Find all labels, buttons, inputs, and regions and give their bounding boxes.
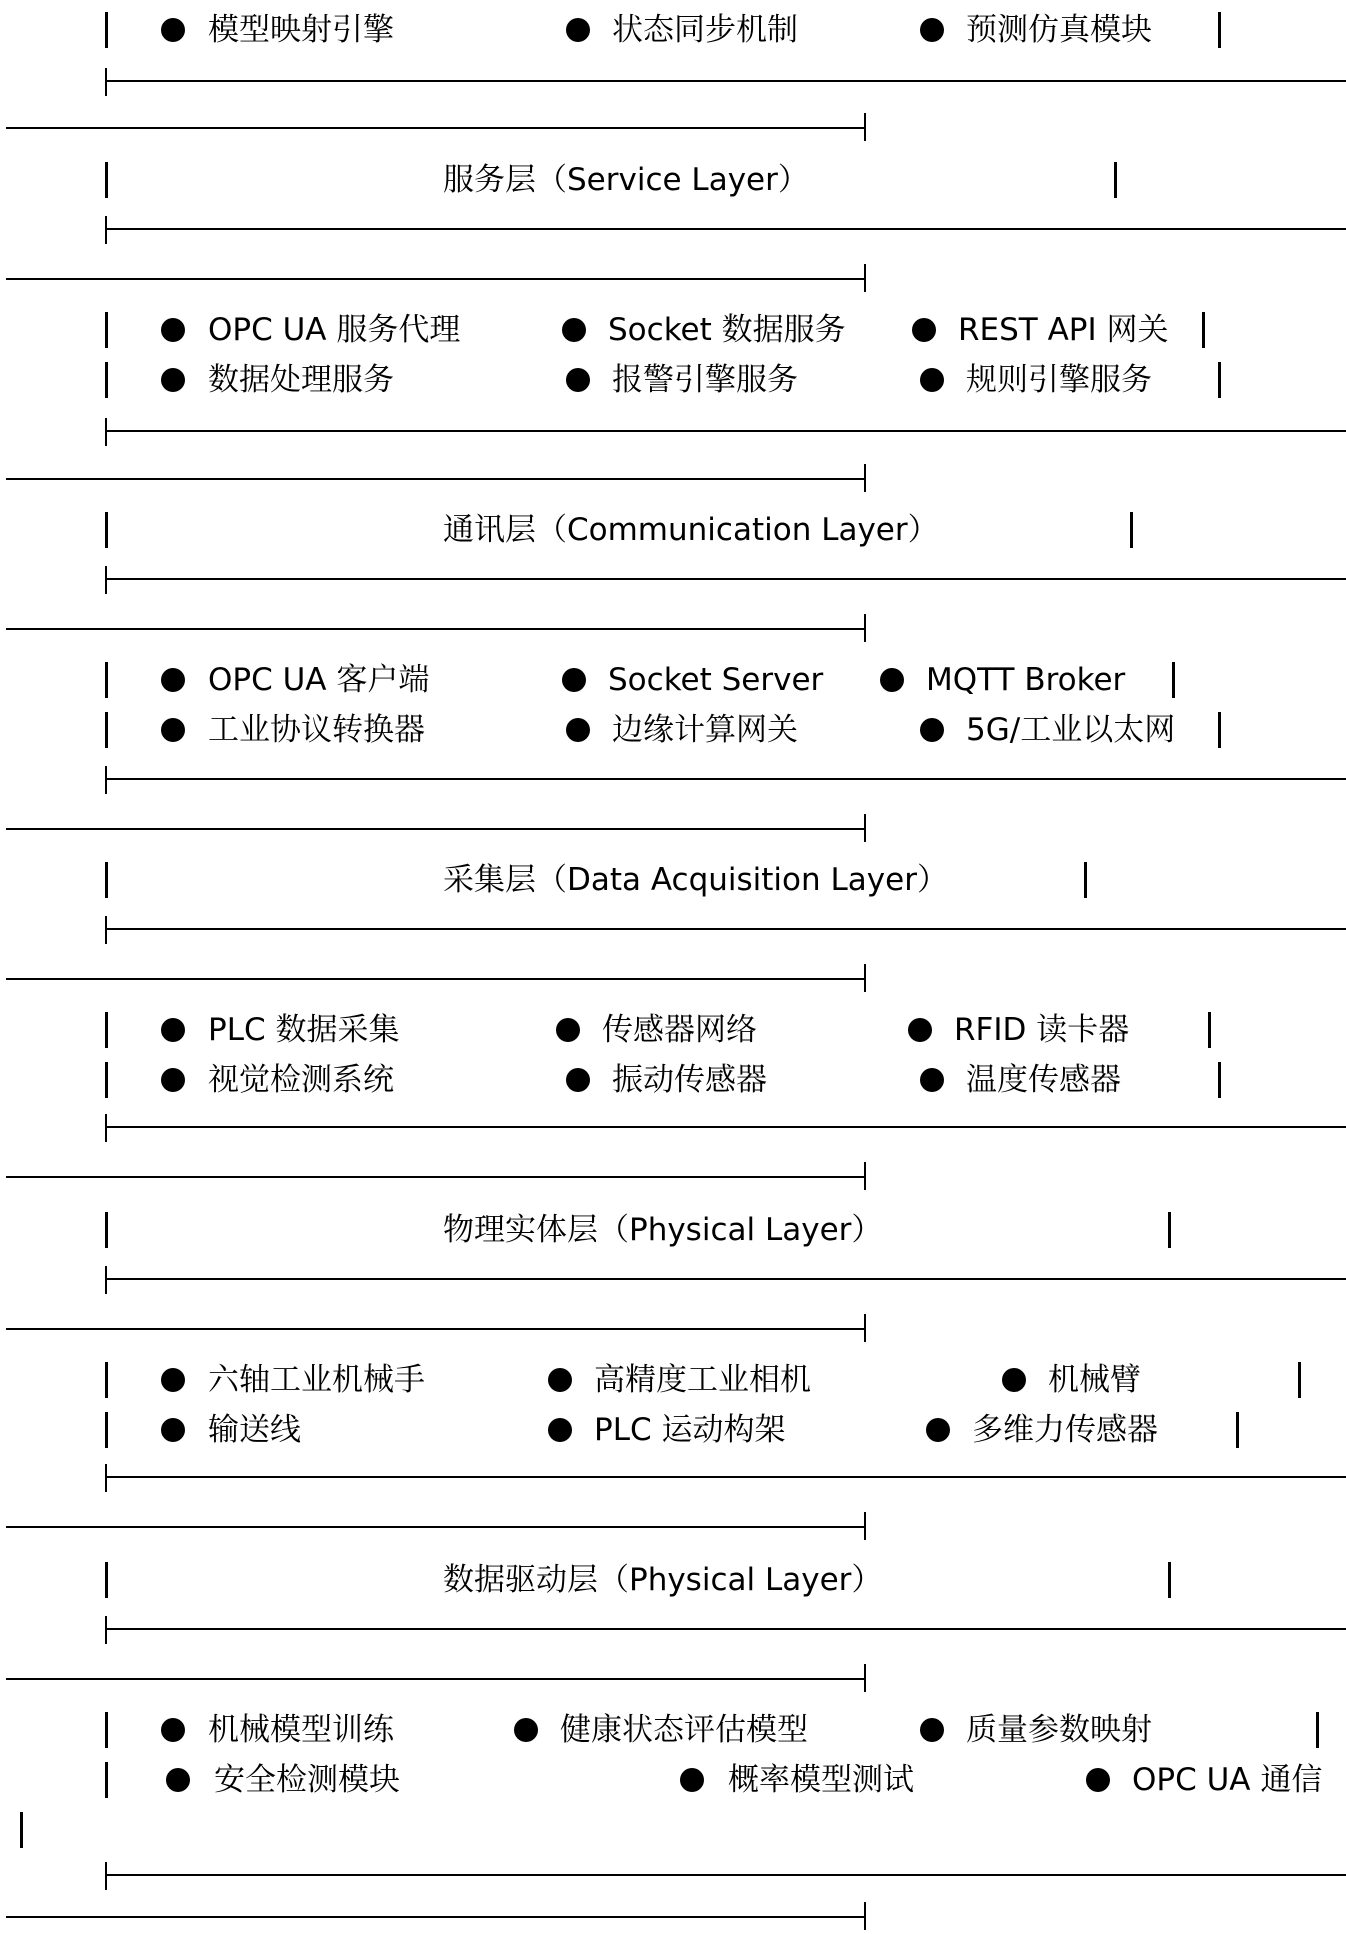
- border-bar: [1172, 662, 1175, 698]
- border-bar: [105, 712, 108, 748]
- item-label: OPC UA 客户端: [208, 662, 430, 698]
- box-bottom-line: [105, 228, 1346, 230]
- item-label: OPC UA 服务代理: [208, 312, 461, 348]
- item-label: 机械臂: [1048, 1362, 1141, 1398]
- corner-tick: [105, 216, 107, 244]
- layer-title-acquisition: 采集层（Data Acquisition Layer）: [443, 862, 948, 898]
- item-label: 高精度工业相机: [594, 1362, 811, 1398]
- item-label: 报警引擎服务: [612, 362, 798, 398]
- bullet-icon: [161, 318, 185, 342]
- border-bar: [105, 12, 108, 48]
- border-bar: [105, 1212, 108, 1248]
- item-label: 模型映射引擎: [208, 12, 394, 48]
- corner-tick: [864, 1902, 866, 1930]
- box-bottom-line: [105, 778, 1346, 780]
- corner-tick: [864, 113, 866, 141]
- border-bar: [1316, 1712, 1319, 1748]
- border-bar: [105, 1562, 108, 1598]
- bullet-icon: [920, 368, 944, 392]
- bullet-icon: [920, 1718, 944, 1742]
- item-label: 健康状态评估模型: [560, 1712, 808, 1748]
- corner-tick: [864, 614, 866, 642]
- bullet-icon: [548, 1418, 572, 1442]
- border-bar: [105, 862, 108, 898]
- bullet-icon: [908, 1018, 932, 1042]
- item-label: 规则引擎服务: [966, 362, 1152, 398]
- box-top-line: [6, 1526, 866, 1528]
- item-label: 输送线: [208, 1412, 301, 1448]
- item-label: OPC UA 通信: [1132, 1762, 1323, 1798]
- item-label: 数据处理服务: [208, 362, 394, 398]
- item-label: 温度传感器: [966, 1062, 1121, 1098]
- border-bar: [1208, 1012, 1211, 1048]
- corner-tick: [864, 814, 866, 842]
- corner-tick: [864, 964, 866, 992]
- bullet-icon: [562, 318, 586, 342]
- bullet-icon: [161, 1718, 185, 1742]
- bullet-icon: [920, 1068, 944, 1092]
- border-bar: [105, 1762, 108, 1798]
- box-top-line: [6, 978, 866, 980]
- bullet-icon: [556, 1018, 580, 1042]
- item-label: REST API 网关: [958, 312, 1169, 348]
- bullet-icon: [912, 318, 936, 342]
- bullet-icon: [566, 718, 590, 742]
- border-bar: [105, 312, 108, 348]
- box-bottom-line: [105, 1278, 1346, 1280]
- box-bottom-line: [105, 1126, 1346, 1128]
- item-label: PLC 运动构架: [594, 1412, 786, 1448]
- bullet-icon: [161, 1368, 185, 1392]
- bullet-icon: [680, 1768, 704, 1792]
- bullet-icon: [926, 1418, 950, 1442]
- border-bar: [1218, 1062, 1221, 1098]
- layer-title-data-driven: 数据驱动层（Physical Layer）: [443, 1562, 883, 1598]
- box-bottom-line: [105, 578, 1346, 580]
- bullet-icon: [161, 1068, 185, 1092]
- corner-tick: [105, 916, 107, 944]
- item-label: 六轴工业机械手: [208, 1362, 425, 1398]
- border-bar: [1202, 312, 1205, 348]
- bullet-icon: [566, 1068, 590, 1092]
- border-bar: [1084, 862, 1087, 898]
- box-top-line: [6, 828, 866, 830]
- item-label: Socket 数据服务: [608, 312, 846, 348]
- box-top-line: [6, 628, 866, 630]
- box-bottom-line: [105, 80, 1346, 82]
- item-label: 5G/工业以太网: [966, 712, 1176, 748]
- item-label: 多维力传感器: [972, 1412, 1158, 1448]
- bullet-icon: [514, 1718, 538, 1742]
- bullet-icon: [166, 1768, 190, 1792]
- corner-tick: [105, 1266, 107, 1294]
- border-bar: [1168, 1562, 1171, 1598]
- bullet-icon: [880, 668, 904, 692]
- bullet-icon: [1002, 1368, 1026, 1392]
- box-top-line: [6, 1176, 866, 1178]
- border-bar: [105, 1012, 108, 1048]
- border-bar: [105, 1362, 108, 1398]
- item-label: 预测仿真模块: [966, 12, 1152, 48]
- corner-tick: [864, 264, 866, 292]
- box-top-line: [6, 127, 866, 129]
- bullet-icon: [161, 368, 185, 392]
- item-label: 质量参数映射: [966, 1712, 1152, 1748]
- corner-tick: [105, 566, 107, 594]
- border-bar: [1130, 512, 1133, 548]
- corner-tick: [864, 1512, 866, 1540]
- bullet-icon: [161, 1418, 185, 1442]
- border-bar: [105, 512, 108, 548]
- item-label: 状态同步机制: [612, 12, 798, 48]
- border-bar: [1168, 1212, 1171, 1248]
- corner-tick: [105, 418, 107, 446]
- bullet-icon: [920, 18, 944, 42]
- border-bar: [105, 1412, 108, 1448]
- item-label: 安全检测模块: [214, 1762, 400, 1798]
- box-top-line: [6, 278, 866, 280]
- corner-tick: [864, 1162, 866, 1190]
- box-bottom-line: [105, 928, 1346, 930]
- box-bottom-line: [105, 1476, 1346, 1478]
- bullet-icon: [161, 718, 185, 742]
- item-label: 传感器网络: [602, 1012, 757, 1048]
- corner-tick: [105, 1464, 107, 1492]
- border-bar: [20, 1812, 23, 1848]
- item-label: 视觉检测系统: [208, 1062, 394, 1098]
- corner-tick: [105, 68, 107, 96]
- item-label: PLC 数据采集: [208, 1012, 400, 1048]
- border-bar: [105, 362, 108, 398]
- bullet-icon: [566, 368, 590, 392]
- corner-tick: [105, 1862, 107, 1890]
- item-label: RFID 读卡器: [954, 1012, 1130, 1048]
- bullet-icon: [161, 18, 185, 42]
- bullet-icon: [562, 668, 586, 692]
- border-bar: [105, 1712, 108, 1748]
- corner-tick: [105, 1616, 107, 1644]
- corner-tick: [105, 1114, 107, 1142]
- bullet-icon: [161, 1018, 185, 1042]
- bullet-icon: [920, 718, 944, 742]
- item-label: Socket Server: [608, 662, 824, 698]
- item-label: 振动传感器: [612, 1062, 767, 1098]
- box-top-line: [6, 478, 866, 480]
- box-bottom-line: [105, 1628, 1346, 1630]
- corner-tick: [864, 1314, 866, 1342]
- box-top-line: [6, 1916, 866, 1918]
- layer-title-communication: 通讯层（Communication Layer）: [443, 512, 939, 548]
- layer-title-physical: 物理实体层（Physical Layer）: [443, 1212, 883, 1248]
- border-bar: [1298, 1362, 1301, 1398]
- bullet-icon: [1086, 1768, 1110, 1792]
- bullet-icon: [566, 18, 590, 42]
- border-bar: [1114, 162, 1117, 198]
- box-bottom-line: [105, 1874, 1346, 1876]
- item-label: 机械模型训练: [208, 1712, 394, 1748]
- box-bottom-line: [105, 430, 1346, 432]
- border-bar: [105, 1062, 108, 1098]
- corner-tick: [105, 766, 107, 794]
- item-label: 边缘计算网关: [612, 712, 798, 748]
- bullet-icon: [548, 1368, 572, 1392]
- box-top-line: [6, 1328, 866, 1330]
- border-bar: [1218, 362, 1221, 398]
- layer-title-service: 服务层（Service Layer）: [443, 162, 809, 198]
- border-bar: [105, 162, 108, 198]
- item-label: 工业协议转换器: [208, 712, 425, 748]
- border-bar: [1218, 12, 1221, 48]
- item-label: 概率模型测试: [728, 1762, 914, 1798]
- box-top-line: [6, 1678, 866, 1680]
- corner-tick: [864, 464, 866, 492]
- bullet-icon: [161, 668, 185, 692]
- item-label: MQTT Broker: [926, 662, 1126, 698]
- border-bar: [1218, 712, 1221, 748]
- corner-tick: [864, 1664, 866, 1692]
- border-bar: [105, 662, 108, 698]
- border-bar: [1236, 1412, 1239, 1448]
